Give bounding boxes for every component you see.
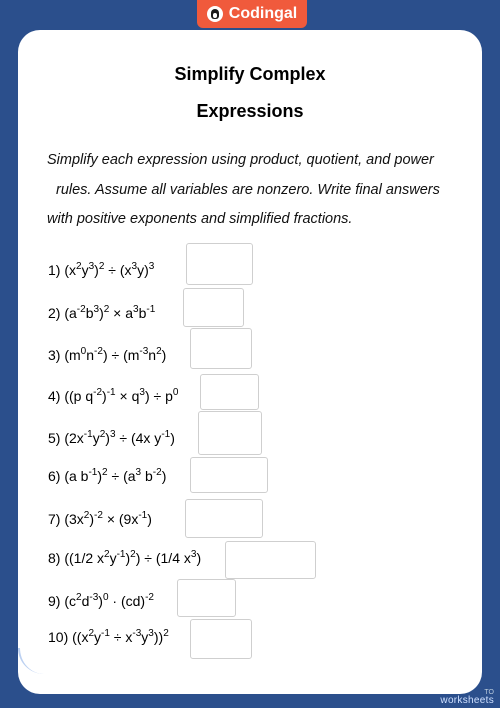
problem-number: 10) bbox=[48, 629, 73, 645]
footer-brand-top: TO bbox=[484, 689, 494, 696]
problem-3 bbox=[48, 347, 166, 363]
problem-1 bbox=[48, 262, 154, 278]
answer-box-7[interactable] bbox=[185, 499, 263, 538]
problem-7 bbox=[48, 511, 152, 527]
problem-expression: $(c^2d^{-3})^0 \cdot (cd)^{-2}$ bbox=[64, 592, 154, 609]
problem-5 bbox=[48, 430, 175, 446]
corner-decoration bbox=[18, 648, 46, 674]
header-bar bbox=[0, 0, 500, 30]
brand-name: Codingal bbox=[228, 5, 298, 22]
problem-expression: $(x^2y^3)^2 \div (x^3y)^3$ bbox=[64, 261, 155, 278]
problem-expression: $(3x^2)^{-2} \times (9x^{-1})$ bbox=[64, 510, 152, 527]
problem-number: 3) bbox=[48, 347, 65, 363]
codingal-logo bbox=[197, 0, 307, 28]
problem-expression: ((p $q^{-2})^{-1} \times q^3) \div p^0$ bbox=[64, 387, 179, 404]
footer-brand-name: worksheets bbox=[440, 695, 494, 706]
problem-number: 9) bbox=[48, 593, 65, 609]
answer-box-3[interactable] bbox=[190, 328, 252, 369]
problem-expression: $(a^{-2}b^3)^2 \times a^3b^{-1}$ bbox=[64, 304, 156, 321]
worksheet-title-line1: Simplify Complex bbox=[174, 64, 326, 84]
problem-expression: $((x^2y^{-1} \div x^{-3}y^3))^2$ bbox=[72, 628, 169, 645]
problem-number: 6) bbox=[48, 468, 65, 484]
answer-box-5[interactable] bbox=[198, 411, 262, 455]
instruction-line: Simplify each expression using product, quotient, and power bbox=[47, 152, 434, 168]
instruction-line: with positive exponents and simplified fractions. bbox=[47, 211, 353, 227]
answer-box-9[interactable] bbox=[177, 579, 236, 617]
answer-box-4[interactable] bbox=[200, 374, 259, 410]
problem-8 bbox=[48, 550, 201, 566]
problem-number: 1) bbox=[48, 262, 65, 278]
penguin-icon bbox=[207, 6, 223, 22]
problem-10 bbox=[48, 629, 169, 645]
problem-number: 2) bbox=[48, 305, 65, 321]
problem-number: 5) bbox=[48, 430, 65, 446]
problem-expression: $(m^0n^{-2}) \div (m^{-3}n^2)$ bbox=[64, 346, 167, 363]
answer-box-6[interactable] bbox=[190, 457, 268, 493]
instructions bbox=[47, 146, 467, 235]
problem-9 bbox=[48, 593, 154, 609]
problem-expression: $(2x^{-1}y^2)^3 \div (4x$ $y^{-1}$) bbox=[64, 429, 175, 446]
answer-box-1[interactable] bbox=[186, 243, 253, 285]
problem-4 bbox=[48, 388, 178, 404]
problem-number: 7) bbox=[48, 511, 65, 527]
worksheet-card bbox=[18, 30, 482, 694]
answer-box-8[interactable] bbox=[225, 541, 316, 579]
worksheet-title-line2: Expressions bbox=[196, 101, 304, 121]
footer-brand bbox=[440, 689, 494, 706]
answer-box-2[interactable] bbox=[183, 288, 244, 327]
problem-expression: ((1/2 $x^2y^{-1})^2) \div (1/4$ $x^3$) bbox=[64, 549, 202, 566]
problem-number: 8) bbox=[48, 550, 65, 566]
problem-number: 4) bbox=[48, 388, 65, 404]
problem-6 bbox=[48, 468, 166, 484]
answer-box-10[interactable] bbox=[190, 619, 252, 659]
instruction-line: rules. Assume all variables are nonzero. Write final answers bbox=[56, 181, 440, 198]
problem-2 bbox=[48, 305, 155, 321]
problem-expression: (a $b^{-1})^2 \div (a^3$ $b^{-2}$) bbox=[64, 467, 167, 484]
